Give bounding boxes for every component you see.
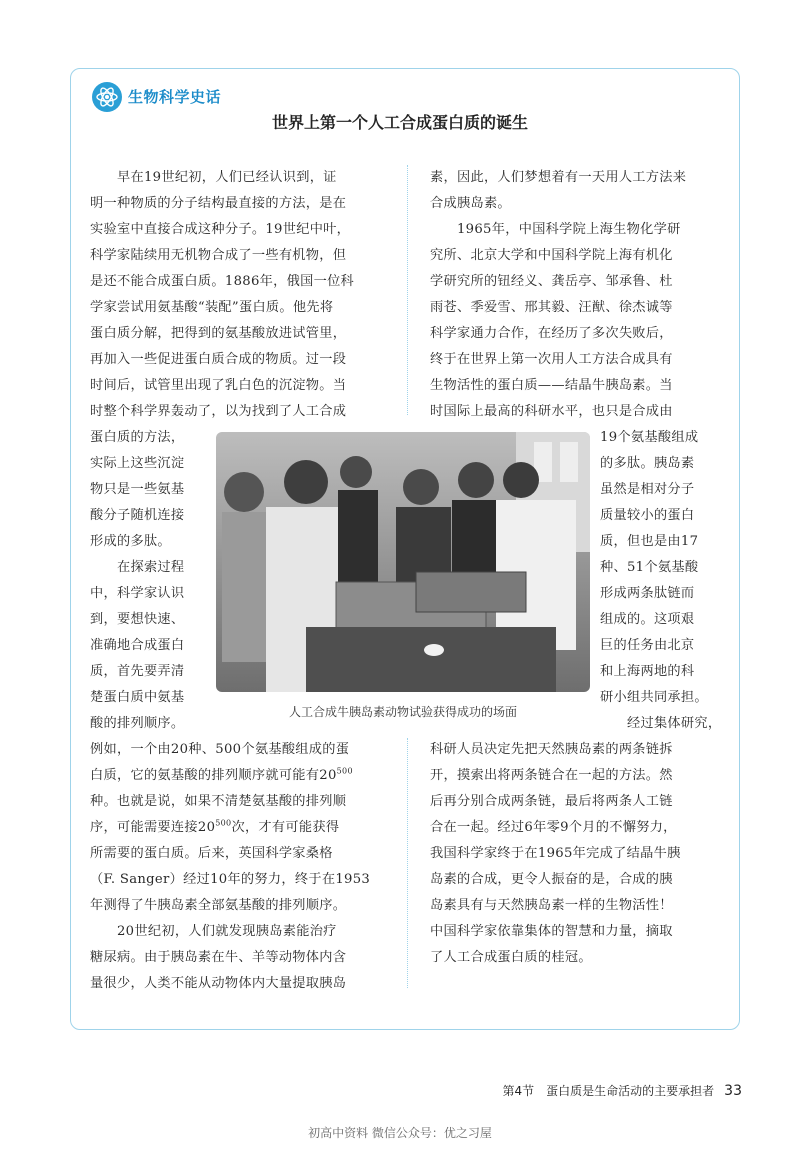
paragraph-line: 科学家陆续用无机物合成了一些有机物，但 — [90, 248, 347, 263]
paragraph-line: 酸的排列顺序。 — [90, 716, 185, 731]
paragraph-line: 开，摸索出将两条链合在一起的方法。然 — [430, 768, 673, 783]
paragraph-line: 合在一起。经过6年零9个月的不懈努力， — [430, 820, 677, 835]
paragraph-line: 时间后，试管里出现了乳白色的沉淀物。当 — [90, 378, 347, 393]
paragraph-line: 质，但也是由17 — [600, 534, 699, 549]
paragraph-line: 是还不能合成蛋白质。1886年，俄国一位科 — [90, 274, 355, 289]
paragraph-line: 终于在世界上第一次用人工方法合成具有 — [430, 352, 673, 367]
atom-icon — [92, 82, 122, 112]
paragraph-line: 20世纪初，人们就发现胰岛素能治疗 — [90, 924, 337, 939]
paragraph-line: 量很少，人类不能从动物体内大量提取胰岛 — [90, 976, 347, 991]
paragraph-line: 到，要想快速、 — [90, 612, 185, 627]
paragraph-line: 合成胰岛素。 — [430, 196, 511, 211]
paragraph-line: 巨的任务由北京 — [600, 638, 695, 653]
paragraph-line: 组成的。这项艰 — [600, 612, 695, 627]
paragraph-line: 和上海两地的科 — [600, 664, 695, 679]
paragraph-line: 了人工合成蛋白质的桂冠。 — [430, 950, 592, 965]
paragraph-line: 所需要的蛋白质。后来，英国科学家桑格 — [90, 846, 333, 861]
paragraph-line: 学家尝试用氨基酸“装配”蛋白质。他先将 — [90, 300, 334, 315]
paragraph-line: 种。也就是说，如果不清楚氨基酸的排列顺 — [90, 794, 347, 809]
paragraph-line: 中，科学家认识 — [90, 586, 185, 601]
paragraph-line: 岛素具有与天然胰岛素一样的生物活性！ — [430, 898, 673, 913]
lab-photo — [216, 432, 590, 692]
footer-section: 第4节 蛋白质是生命活动的主要承担者 — [502, 1084, 715, 1098]
paragraph-line: 实际上这些沉淀 — [90, 456, 185, 471]
paragraph-line: 酸分子随机连接 — [90, 508, 185, 523]
paragraph-line: 早在19世纪初，人们已经认识到，证 — [90, 170, 337, 185]
photo-caption: 人工合成牛胰岛素动物试验获得成功的场面 — [288, 705, 517, 719]
paragraph-line: 的多肽。胰岛素 — [600, 456, 695, 471]
paragraph-line: 科学家通力合作，在经历了多次失败后， — [430, 326, 673, 341]
paragraph-line: 1965年，中国科学院上海生物化学研 — [430, 222, 681, 237]
paragraph-line: 蛋白质的方法， — [90, 430, 185, 445]
paragraph-line: 形成的多肽。 — [90, 534, 171, 549]
watermark-text: 初高中资料 微信公众号：优之习屋 — [308, 1126, 492, 1140]
paragraph-line: 楚蛋白质中氨基 — [90, 690, 185, 705]
paragraph-line: 年测得了牛胰岛素全部氨基酸的排列顺序。 — [90, 898, 347, 913]
page-footer — [503, 1082, 742, 1099]
paragraph-line: 科研人员决定先把天然胰岛素的两条链拆 — [430, 742, 673, 757]
paragraph-line: 明一种物质的分子结构最直接的方法，是在 — [90, 196, 347, 211]
section-label: 生物科学史话 — [128, 88, 222, 106]
paragraph-line: 种、51个氨基酸 — [600, 560, 699, 575]
page-number: 33 — [724, 1083, 742, 1099]
paragraph-line: 岛素的合成，更令人振奋的是，合成的胰 — [430, 872, 673, 887]
paragraph-line: 时整个科学界轰动了，以为找到了人工合成 — [90, 404, 347, 419]
paragraph-line: 准确地合成蛋白 — [90, 638, 185, 653]
paragraph-line: 后再分别合成两条链，最后将两条人工链 — [430, 794, 673, 809]
exponent: 500 — [215, 818, 232, 828]
paragraph-line: 雨苍、季爱雪、邢其毅、汪猷、徐杰诚等 — [430, 300, 673, 315]
paragraph-line: 生物活性的蛋白质——结晶牛胰岛素。当 — [430, 378, 673, 393]
column-divider-top — [407, 165, 408, 415]
paragraph-line: 蛋白质分解，把得到的氨基酸放进试管里， — [90, 326, 347, 341]
paragraph-line: 研小组共同承担。 — [600, 690, 708, 705]
paragraph-line: 实验室中直接合成这种分子。19世纪中叶， — [90, 222, 351, 237]
paragraph-line: 物只是一些氨基 — [90, 482, 185, 497]
paragraph-line: （F. Sanger）经过10年的努力，终于在1953 — [90, 872, 371, 887]
paragraph-line: 19个氨基酸组成 — [600, 430, 699, 445]
paragraph-line: 序，可能需要连接$20^{500}$次，才有可能获得 — [90, 818, 340, 835]
paragraph-line: 素，因此，人们梦想着有一天用人工方法来 — [430, 170, 687, 185]
column-divider-bottom — [407, 738, 408, 988]
exponent: 500 — [336, 766, 353, 776]
paragraph-line: 时国际上最高的科研水平，也只是合成由 — [430, 404, 673, 419]
paragraph-line: 质量较小的蛋白 — [600, 508, 695, 523]
paragraph-line: 我国科学家终于在1965年完成了结晶牛胰 — [430, 846, 681, 861]
paragraph-line: 糖尿病。由于胰岛素在牛、羊等动物体内含 — [90, 950, 347, 965]
paragraph-line: 再加入一些促进蛋白质合成的物质。过一段 — [90, 352, 347, 367]
paragraph-line: 例如，一个由20种、500个氨基酸组成的蛋 — [90, 742, 350, 757]
paragraph-line: 质，首先要弄清 — [90, 664, 185, 679]
paragraph-line: 经过集体研究， — [600, 716, 722, 731]
paragraph-line: 中国科学家依靠集体的智慧和力量，摘取 — [430, 924, 673, 939]
paragraph-line: 究所、北京大学和中国科学院上海有机化 — [430, 248, 673, 263]
paragraph-line: 在探索过程 — [90, 560, 185, 575]
paragraph-line: 白质，它的氨基酸的排列顺序就可能有$20^{500}$ — [90, 766, 353, 783]
paragraph-line: 形成两条肽链而 — [600, 586, 695, 601]
paragraph-line: 学研究所的钮经义、龚岳亭、邹承鲁、杜 — [430, 274, 673, 289]
article-title: 世界上第一个人工合成蛋白质的诞生 — [271, 113, 528, 132]
paragraph-line: 虽然是相对分子 — [600, 482, 695, 497]
